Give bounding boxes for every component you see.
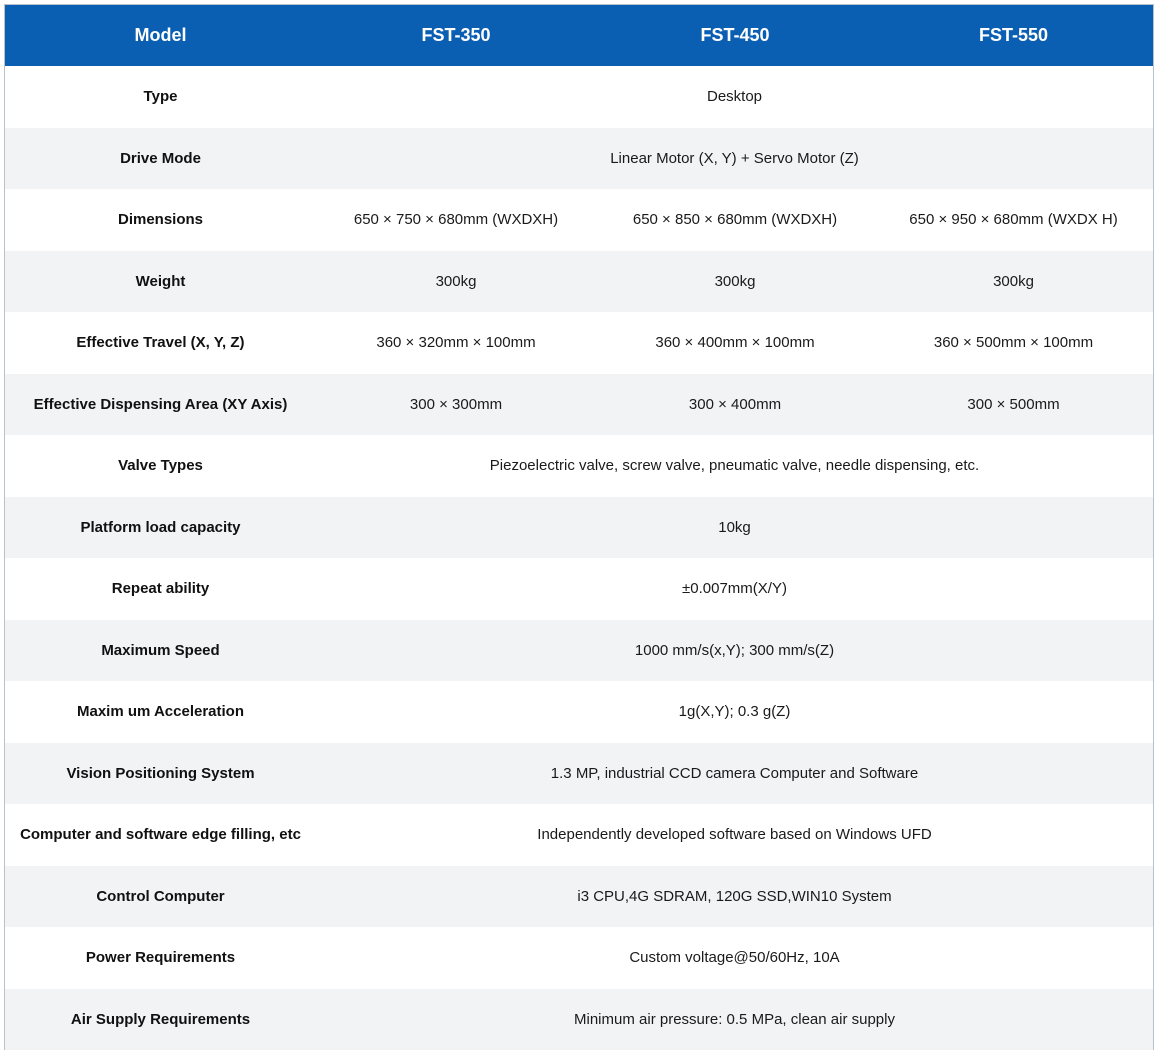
row-label: Dimensions xyxy=(5,189,316,251)
table-row xyxy=(5,66,1153,128)
table-body xyxy=(5,66,1153,1050)
row-value-shared: i3 CPU,4G SDRAM, 120G SSD,WIN10 System xyxy=(316,866,1153,928)
row-label: Drive Mode xyxy=(5,128,316,190)
row-value-model-1: 300 × 300mm xyxy=(316,374,596,436)
row-value-shared: ±0.007mm(X/Y) xyxy=(316,558,1153,620)
table-row xyxy=(5,804,1153,866)
row-label: Maximum Speed xyxy=(5,620,316,682)
row-value-model-2: 360 × 400mm × 100mm xyxy=(596,312,874,374)
row-value-model-1: 650 × 750 × 680mm (WXDXH) xyxy=(316,189,596,251)
table-row xyxy=(5,497,1153,559)
header-fst-350: FST-350 xyxy=(316,5,596,66)
table-row xyxy=(5,374,1153,436)
spec-table-container xyxy=(4,4,1154,1050)
row-value-shared: 10kg xyxy=(316,497,1153,559)
table-row xyxy=(5,189,1153,251)
row-value-model-2: 650 × 850 × 680mm (WXDXH) xyxy=(596,189,874,251)
row-label: Valve Types xyxy=(5,435,316,497)
row-value-shared: 1000 mm/s(x,Y); 300 mm/s(Z) xyxy=(316,620,1153,682)
row-label: Maxim um Acceleration xyxy=(5,681,316,743)
row-label: Computer and software edge filling, etc xyxy=(5,804,316,866)
row-label: Power Requirements xyxy=(5,927,316,989)
row-value-shared: 1.3 MP, industrial CCD camera Computer and Software xyxy=(316,743,1153,805)
row-label: Weight xyxy=(5,251,316,313)
table-row xyxy=(5,743,1153,805)
row-value-model-3: 360 × 500mm × 100mm xyxy=(874,312,1153,374)
row-label: Type xyxy=(5,66,316,128)
row-value-model-2: 300kg xyxy=(596,251,874,313)
row-label: Platform load capacity xyxy=(5,497,316,559)
header-model: Model xyxy=(5,5,316,66)
table-row xyxy=(5,927,1153,989)
header-fst-550: FST-550 xyxy=(874,5,1153,66)
header-row xyxy=(5,5,1153,66)
table-row xyxy=(5,251,1153,313)
row-value-model-2: 300 × 400mm xyxy=(596,374,874,436)
row-label: Effective Dispensing Area (XY Axis) xyxy=(5,374,316,436)
header-fst-450: FST-450 xyxy=(596,5,874,66)
table-row xyxy=(5,866,1153,928)
row-label: Air Supply Requirements xyxy=(5,989,316,1051)
row-value-shared: Minimum air pressure: 0.5 MPa, clean air supply xyxy=(316,989,1153,1051)
row-value-model-1: 360 × 320mm × 100mm xyxy=(316,312,596,374)
table-row xyxy=(5,620,1153,682)
row-value-model-3: 300kg xyxy=(874,251,1153,313)
row-value-shared: 1g(X,Y); 0.3 g(Z) xyxy=(316,681,1153,743)
spec-table xyxy=(5,5,1153,1050)
table-row xyxy=(5,558,1153,620)
table-row xyxy=(5,681,1153,743)
row-value-shared: Piezoelectric valve, screw valve, pneumatic valve, needle dispensing, etc. xyxy=(316,435,1153,497)
row-value-model-1: 300kg xyxy=(316,251,596,313)
row-value-shared: Linear Motor (X, Y) + Servo Motor (Z) xyxy=(316,128,1153,190)
row-label: Vision Positioning System xyxy=(5,743,316,805)
table-row xyxy=(5,989,1153,1051)
table-header xyxy=(5,5,1153,66)
row-value-model-3: 650 × 950 × 680mm (WXDX H) xyxy=(874,189,1153,251)
row-label: Control Computer xyxy=(5,866,316,928)
table-row xyxy=(5,435,1153,497)
table-row xyxy=(5,312,1153,374)
row-value-shared: Desktop xyxy=(316,66,1153,128)
table-row xyxy=(5,128,1153,190)
row-value-shared: Independently developed software based on Windows UFD xyxy=(316,804,1153,866)
row-label: Repeat ability xyxy=(5,558,316,620)
row-label: Effective Travel (X, Y, Z) xyxy=(5,312,316,374)
row-value-shared: Custom voltage@50/60Hz, 10A xyxy=(316,927,1153,989)
row-value-model-3: 300 × 500mm xyxy=(874,374,1153,436)
